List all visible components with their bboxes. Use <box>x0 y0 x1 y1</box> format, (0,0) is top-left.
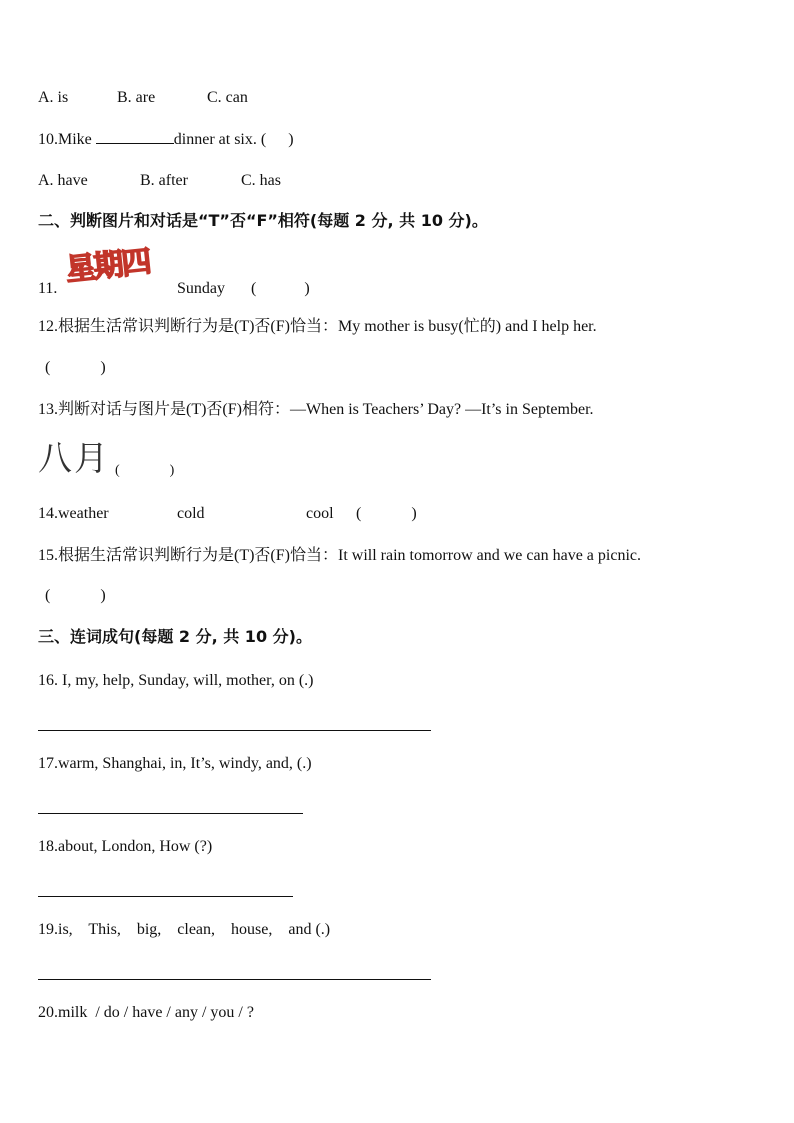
question-11 <box>38 279 310 299</box>
q14-word-3: cool <box>306 505 334 522</box>
q11-number: 11. <box>38 280 58 297</box>
question-15: 15.根据生活常识判断行为是(T)否(F)恰当：It will rain tomorrow and we can have a picnic. <box>38 547 641 564</box>
q14-number: 14. <box>38 505 58 522</box>
q10-answer-blank[interactable] <box>96 143 174 144</box>
q10-option-b: B. after <box>140 172 188 189</box>
thursday-picture: 星期四 <box>64 244 152 288</box>
q9-option-a: A. is <box>38 89 69 106</box>
question-13: 13.判断对话与图片是(T)否(F)相符：—When is Teachers’ Day? —It’s in September. <box>38 401 594 418</box>
q16-answer-line[interactable] <box>38 730 431 731</box>
q10-options <box>38 171 281 191</box>
question-14 <box>38 504 417 524</box>
section-3-heading: 三、连词成句(每题 2 分, 共 10 分)。 <box>38 627 312 646</box>
q10-option-c: C. has <box>241 172 281 189</box>
q14-word-1: weather <box>58 505 109 522</box>
q9-option-c: C. can <box>207 89 248 106</box>
q10-close-paren: ) <box>288 131 294 148</box>
q15-paren-close: ) <box>100 587 106 604</box>
q11-paren-open: ( <box>251 280 257 297</box>
question-17: 17.warm, Shanghai, in, It’s, windy, and, (.) <box>38 755 312 772</box>
question-18: 18.about, London, How (?) <box>38 838 213 855</box>
q18-answer-line[interactable] <box>38 896 293 897</box>
question-16: 16. I, my, help, Sunday, will, mother, on (.) <box>38 672 314 689</box>
q10-number: 10. <box>38 131 58 148</box>
q11-word: Sunday <box>177 280 225 297</box>
q13-paren-open: ( <box>115 463 120 478</box>
question-12: 12.根据生活常识判断行为是(T)否(F)恰当：My mother is busy(忙的) and I help her. <box>38 318 597 335</box>
question-19: 19.is, This, big, clean, house, and (.) <box>38 921 331 938</box>
q10-pre: Mike <box>58 131 92 148</box>
q10-post: dinner at six. ( <box>173 131 267 148</box>
q13-answer-parens <box>115 461 174 481</box>
q10-option-a: A. have <box>38 172 88 189</box>
q15-paren-open: ( <box>45 587 51 604</box>
section-2-heading: 二、判断图片和对话是“T”否“F”相符(每题 2 分, 共 10 分)。 <box>38 211 488 230</box>
question-10 <box>38 130 294 150</box>
question-20: 20.milk / do / have / any / you / ? <box>38 1004 254 1021</box>
q11-paren-close: ) <box>304 280 310 297</box>
q19-answer-line[interactable] <box>38 979 431 980</box>
q12-paren-close: ) <box>100 359 106 376</box>
august-picture: 八月 <box>38 439 110 479</box>
q9-option-b: B. are <box>117 89 156 106</box>
q12-answer-parens <box>45 358 106 378</box>
q12-paren-open: ( <box>45 359 51 376</box>
q14-paren-open: ( <box>356 505 362 522</box>
q17-answer-line[interactable] <box>38 813 303 814</box>
q15-answer-parens <box>45 586 106 606</box>
q14-paren-close: ) <box>411 505 417 522</box>
q9-options <box>38 88 248 108</box>
q14-word-2: cold <box>177 505 205 522</box>
q13-paren-close: ) <box>169 463 175 478</box>
